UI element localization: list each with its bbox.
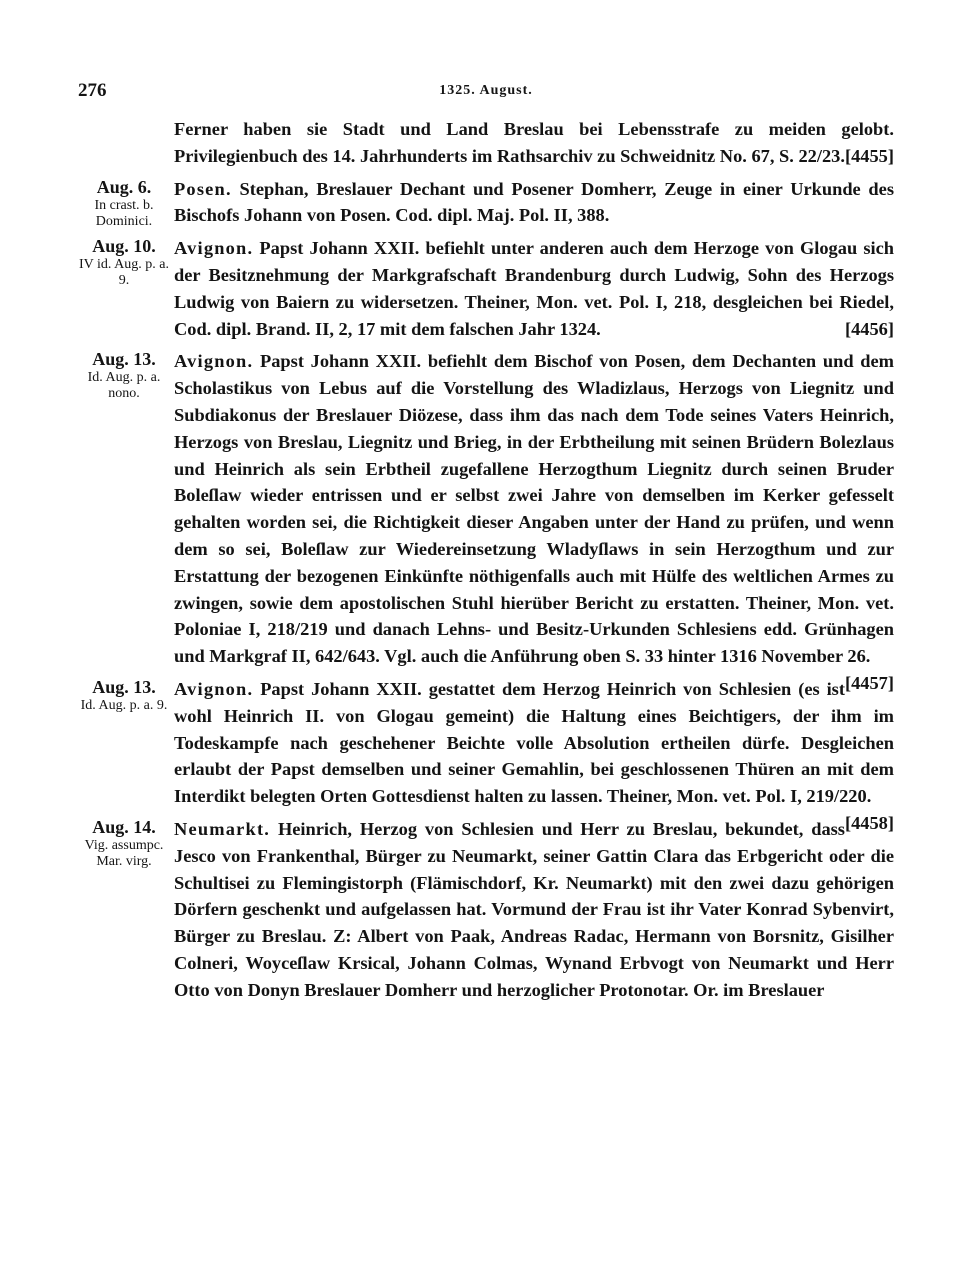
entry-number: [4457]: [844, 672, 894, 693]
running-head: 1325. August.: [439, 83, 533, 98]
entry-4456: [78, 235, 894, 342]
margin-date-note: [78, 816, 170, 870]
entry-aug-14: [78, 816, 894, 1004]
entry-number: [4456]: [844, 318, 894, 339]
margin-feast-day: IV id. Aug. p. a. 9.: [79, 257, 169, 289]
entry-place: Neumarkt.: [174, 818, 271, 839]
entry-4455: [78, 116, 894, 170]
margin-feast-day: Id. Aug. p. a. nono.: [87, 370, 161, 402]
entry-number: [4458]: [844, 812, 894, 833]
entry-4457: [78, 348, 894, 693]
margin-feast-day: Id. Aug. p. a. 9.: [80, 697, 168, 713]
entry-text: Papst Johann XXII. befiehlt dem Bischof von Posen, dem Dechanten und dem Scholastikus von Lebus auf die Vorstellung des Wladizlaus, Herzogs von Liegnitz und Subdiakonus der Breslauer Diözese, dass ihm das nach dem Tode seines Vaters Heinrich, Herzogs von Breslau, Liegnitz und Brieg, in der Erbtheilung mit seinen Brüdern Bolezlaus und Heinrich als sein Erbtheil zugefallene Herzogthum Liegnitz durch seinen Bruder Boleſlaw wieder entrissen und er selbst zwei Jahre von demselben im Kerker gefesselt gehalten worden sei, die Richtigkeit dieser Angaben unter der Hand zu prüfen, und wenn dem so sei, Boleſlaw zur Wiedereinsetzung Wladyſlaws in sein Herzogthum und zur Erstattung der bezogenen Einkünfte nöthigenfalls auch mit Hülfe des weltlichen Armes zu zwingen, sowie dem apostolischen Stuhl hierüber Bericht zu erstatten. Theiner, Mon. vet. Poloniae I, 218/219 und danach Lehns- und Besitz-Urkunden Schlesiens edd. Grünhagen und Markgraf II, 642/643. Vgl. auch die Anführung oben S. 33 hinter 1316 November 26.: [174, 351, 894, 667]
page-number: 276: [78, 80, 107, 101]
entry-place: Avignon.: [174, 238, 254, 259]
page-header: [78, 80, 894, 104]
margin-date: Aug. 13.: [92, 349, 156, 370]
regesta-entries: [78, 116, 894, 1010]
margin-date: Aug. 6.: [96, 176, 152, 197]
entry-place: Avignon.: [174, 351, 254, 372]
margin-feast-day: Vig. assumpc. Mar. virg.: [84, 837, 164, 869]
margin-date-note: [78, 235, 170, 289]
entry-text: Papst Johann XXII. befiehlt unter anderen auch dem Herzoge von Glogau sich der Besitznehmung der Markgrafschaft Brandenburg durch Ludwig, Sohn des Herzogs Ludwig von Baiern zu widersetzen. Theiner, Mon. vet. Pol. I, 218, desgleichen bei Riedel, Cod. dipl. Brand. II, 2, 17 mit dem falschen Jahr 1324.: [174, 238, 894, 339]
entry-aug-6: [78, 176, 894, 230]
margin-date: Aug. 13.: [92, 676, 156, 697]
entry-number: [4455]: [844, 145, 894, 166]
entry-text: Heinrich, Herzog von Schlesien und Herr zu Breslau, bekundet, dass Jesco von Frankenthal, Bürger zu Neumarkt, seiner Gattin Clara das Erbgericht oder die Schultisei zu Flemingistorph (Flämischdorf, Kr. Neumarkt) mit den zwei dazu gehörigen Dörfern geschenkt und aufgelassen hat. Vormund der Frau ist ihr Vater Konrad Sybenvirt, Bürger zu Breslau. Z: Albert von Paak, Andreas Radac, Hermann von Borsnitz, Gisilher Colneri, Woyceſlaw Krsical, Johann Colmas, Wynand Erbvogt von Neumarkt und Herr Otto von Donyn Breslauer Domherr und herzoglicher Protonotar. Or. im Breslauer: [174, 818, 894, 1000]
margin-feast-day: In crast. b. Dominici.: [94, 197, 154, 229]
entry-text: Stephan, Breslauer Dechant und Posener Domherr, Zeuge in einer Urkunde des Bischofs Johann von Posen. Cod. dipl. Maj. Pol. II, 388.: [174, 178, 894, 226]
margin-date: Aug. 10.: [92, 236, 156, 257]
margin-date-note: [78, 348, 170, 402]
entry-text: Papst Johann XXII. gestattet dem Herzog Heinrich von Schlesien (es ist wohl Heinrich II. von Glogau gemeint) die Haltung eines Beichtigers, der ihm im Todeskampfe nach geschehener Beichte volle Absolution ertheilen dürfe. Desgleichen erlaubt der Papst demselben und seiner Gemahlin, bei geschlossenen Thüren an mit dem Interdikt belegten Orten Gottesdienst halten zu lassen. Theiner, Mon. vet. Pol. I, 219/220.: [174, 678, 894, 807]
entry-text: Ferner haben sie Stadt und Land Breslau bei Lebensstrafe zu meiden gelobt. Privilegienbuch des 14. Jahrhunderts im Rathsarchiv zu Schweidnitz No. 67, S. 22/23.: [174, 119, 894, 166]
entry-place: Posen.: [174, 178, 232, 199]
margin-date-note: [78, 676, 170, 714]
entry-place: Avignon.: [174, 678, 254, 699]
margin-date: Aug. 14.: [92, 816, 156, 837]
margin-date-note: [78, 176, 170, 230]
